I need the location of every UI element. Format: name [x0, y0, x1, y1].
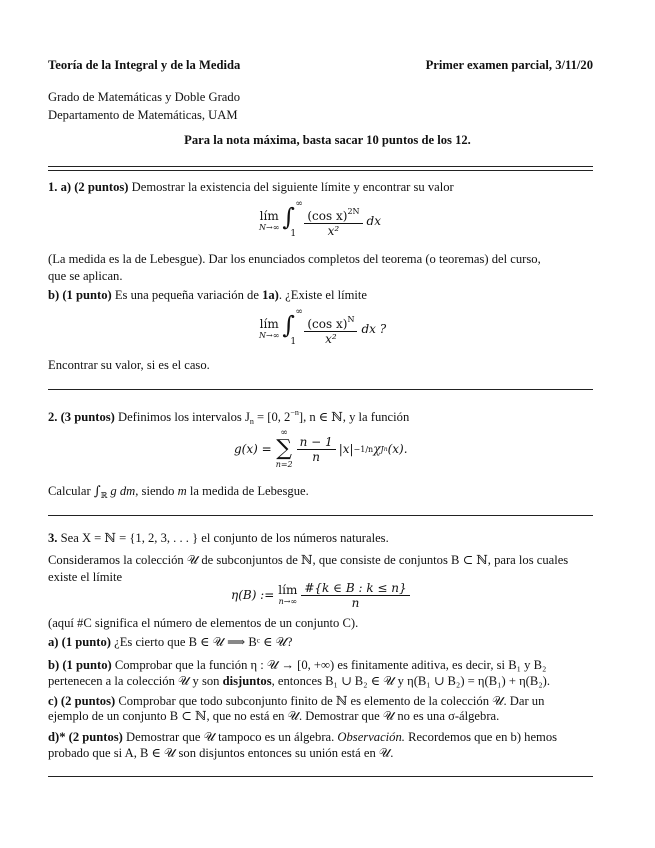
int-lower: 1 — [290, 229, 297, 239]
q2-formula — [234, 427, 408, 471]
sum-sign: ∑ — [276, 436, 293, 461]
rule-q1 — [48, 389, 593, 390]
lim-op: lím — [259, 317, 279, 331]
int-lower: 1 — [290, 337, 297, 347]
q3d-text-1: Demostrar que 𝒰 tampoco es un álgebra. — [122, 730, 338, 744]
lim-sub: N→∞ — [259, 331, 280, 340]
denominator: n — [351, 595, 360, 610]
course-title: Teoría de la Integral y de la Medida — [48, 58, 241, 72]
q1a-label: 1. a) (2 puntos) — [48, 180, 129, 194]
g-lhs: g(x) = — [234, 442, 272, 456]
degree-line: Grado de Matemáticas y Doble Grado — [48, 90, 240, 104]
lim-op: lím — [259, 209, 279, 223]
calc-int-sub: ℝ — [100, 491, 108, 500]
chi-sub: J — [380, 444, 384, 454]
q1b-end: Encontrar su valor, si es el caso. — [48, 358, 210, 372]
q1a-statement — [48, 179, 454, 196]
q1a-note-line2: que se aplican. — [48, 269, 123, 283]
sum-top: ∞ — [280, 428, 288, 438]
rule-q3 — [48, 776, 593, 777]
q1b-fraction — [304, 313, 357, 346]
abs-exp: −1/n — [353, 444, 374, 454]
q3c-line2: ejemplo de un conjunto B ⊂ ℕ, que no está en 𝒰. Demostrar que 𝒰 no es una σ-álgebra. — [48, 709, 500, 723]
q3-intro-text: Sea X = ℕ = {1, 2, 3, . . . } el conjunto de los números naturales. — [60, 531, 389, 545]
q3b-text-2: pertenecen a la colección 𝒰 y son — [48, 674, 223, 688]
num-exp: 2N — [347, 206, 360, 216]
calc-4: la medida de Lebesgue. — [186, 484, 309, 498]
q1a-text: Demostrar la existencia del siguiente límite y encontrar su valor — [131, 180, 454, 194]
differential: dx ? — [361, 322, 387, 336]
denominator: x² — [327, 223, 340, 238]
integral-sign: ∫ — [282, 311, 295, 339]
double-rule-bottom — [48, 170, 593, 171]
q1a-formula — [259, 200, 381, 242]
eta-lhs: η(B) := — [231, 588, 275, 602]
q2-calc — [48, 483, 309, 504]
q2-text-exp: −n — [290, 408, 299, 417]
q3c-label: c) (2 puntos) — [48, 694, 116, 708]
rule-q2 — [48, 515, 593, 516]
q1a-fraction — [304, 205, 362, 238]
numerator: (cos x) — [307, 316, 348, 331]
q1b-text-2: . ¿Existe el límite — [278, 288, 368, 302]
differential: dx — [366, 214, 381, 228]
q3-line1: Consideramos la colección 𝒰 de subconjuntos de ℕ, que consiste de conjuntos B ⊂ ℕ, para los cuales — [48, 553, 569, 567]
chi-tail: (x). — [387, 442, 408, 456]
q3-fraction — [301, 581, 409, 610]
sum-bot: n=2 — [275, 460, 293, 469]
q3c-text-1: Comprobar que todo subconjunto finito de ℕ es elemento de la colección 𝒰. Dar un — [115, 694, 545, 708]
q1b-label: b) (1 punto) — [48, 288, 112, 302]
q1b-ref: 1a) — [262, 288, 279, 302]
q1b-text-1: Es una pequeña variación de — [114, 288, 259, 302]
abs-x: |x| — [338, 442, 354, 456]
q2-label: 2. (3 puntos) — [48, 410, 115, 424]
q3-label: 3. — [48, 531, 58, 545]
q3-aside: (aquí #C significa el número de elementos de un conjunto C). — [48, 616, 359, 630]
q3d-line2: probado que si A, B ∈ 𝒰 son disjuntos entonces su unión está en 𝒰. — [48, 746, 394, 760]
numerator: n − 1 — [297, 435, 336, 450]
integral-sign: ∫ — [282, 203, 295, 231]
q1b-statement — [48, 287, 367, 304]
calc-1: Calcular — [48, 484, 94, 498]
lim-sub: N→∞ — [259, 223, 280, 232]
grading-note: Para la nota máxima, basta sacar 10 puntos de los 12. — [184, 133, 471, 147]
q2-text: Definimos los intervalos J — [118, 410, 250, 424]
q2-text-sub: n — [249, 417, 254, 426]
q3b-bold: disjuntos — [222, 674, 272, 688]
int-upper: ∞ — [295, 307, 303, 317]
calc-3: , siendo — [135, 484, 178, 498]
q2-fraction — [297, 435, 336, 464]
q3a-text: ¿Es cierto que B ∈ 𝒰 ⟹ Bᶜ ∈ 𝒰? — [110, 635, 293, 649]
calc-int: ∫ — [93, 484, 101, 499]
q3-intro — [48, 530, 389, 547]
calc-integrand: g dm — [107, 484, 136, 498]
q3b-line2 — [48, 673, 550, 690]
lim-op: lím — [278, 583, 298, 597]
q3b-line1 — [48, 657, 546, 674]
q3b-label: b) (1 punto) — [48, 658, 112, 672]
numerator: (cos x) — [307, 208, 348, 223]
q2-text-rest2: ], n ∈ ℕ, y la función — [298, 410, 410, 424]
q3a-label: a) (1 punto) — [48, 635, 111, 649]
department-line: Departamento de Matemáticas, UAM — [48, 108, 238, 122]
denominator: n — [312, 449, 321, 464]
q3d-text-2: Recordemos que en b) hemos — [404, 730, 558, 744]
q1b-formula — [259, 308, 386, 350]
double-rule-top — [48, 166, 593, 167]
exam-title: Primer examen parcial, 3/11/20 — [425, 58, 593, 72]
q2-text-rest: = [0, 2 — [253, 410, 291, 424]
q3b-text-3: , entonces B₁ ∪ B₂ ∈ 𝒰 y η(B₁ ∪ B₂) = η(B₁) + η(B₂). — [271, 674, 550, 688]
q3-formula — [231, 577, 410, 613]
int-upper: ∞ — [295, 199, 303, 209]
chi-sub2: n — [383, 445, 388, 453]
q3-line2: existe el límite — [48, 570, 123, 584]
chi-symbol: χ — [373, 442, 381, 456]
numerator: #{k ∈ B : k ≤ n} — [301, 581, 409, 596]
denominator: x² — [325, 331, 337, 346]
q3a-statement — [48, 634, 292, 651]
q3d-observation: Observación. — [337, 730, 405, 744]
num-exp: N — [347, 314, 355, 324]
lim-sub: n→∞ — [278, 597, 298, 606]
q3d-label: d)* (2 puntos) — [48, 730, 123, 744]
q3d-line1 — [48, 729, 557, 746]
calc-m: m — [177, 484, 187, 498]
q3b-text-1: Comprobar que la función η : 𝒰 → [0, +∞) es finitamente aditiva, es decir, si B₁ y B₂ — [111, 658, 547, 672]
q1a-note-line1: (La medida es la de Lebesgue). Dar los enunciados completos del teorema (o teoremas) del curso, — [48, 252, 541, 266]
